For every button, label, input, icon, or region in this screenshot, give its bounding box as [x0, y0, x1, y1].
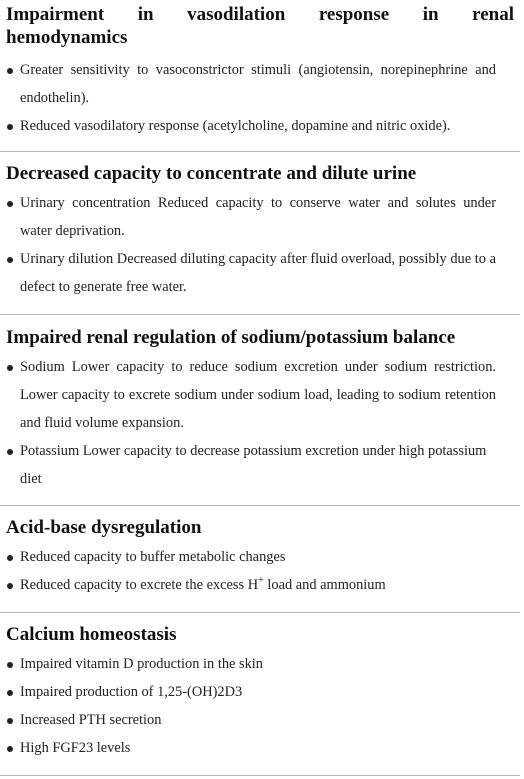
bullet-icon [7, 365, 13, 371]
list-item-text: Impaired vitamin D production in the skin [20, 656, 263, 672]
section-divider [0, 505, 520, 506]
list-item-text: Impaired production of 1,25-(OH)2D3 [20, 684, 243, 700]
bullet-icon [7, 662, 13, 668]
bullet-icon [7, 257, 13, 263]
list-item-text: Potassium Lower capacity to decrease potassium excretion under high potassium diet [20, 443, 487, 487]
bullet-icon [7, 690, 13, 696]
list-item-text: Urinary concentration Reduced capacity to conserve water and solutes under water deprivation. [20, 195, 496, 239]
superscript-plus: + [258, 575, 264, 587]
bullet-icon [7, 449, 13, 455]
section-heading: Acid-base dysregulation [6, 517, 202, 538]
ammonium-text: load and ammonium [263, 577, 386, 593]
list-item-text: High FGF23 levels [20, 740, 131, 756]
section-divider [0, 314, 520, 315]
list-item-text: Sodium Lower capacity to reduce sodium excretion under sodium restriction. Lower capacity to excrete sodium under sodium load, leading to sodium retention and fluid volume expansion. [20, 359, 496, 431]
list-item-text: Greater sensitivity to vasoconstrictor stimuli (angiotensin, norepinephrine and endothelin). [20, 62, 496, 106]
section-heading-line: hemodynamics [6, 27, 128, 48]
bullet-icon [7, 718, 13, 724]
bullet-icon [7, 746, 13, 752]
bullet-icon [7, 124, 13, 130]
section-divider [0, 612, 520, 613]
section-heading-line: Impairment in vasodilation response in renal [6, 4, 514, 25]
bullet-icon [7, 583, 13, 589]
section-heading: Impaired renal regulation of sodium/potassium balance [6, 327, 456, 348]
list-item-text: Increased PTH secretion [20, 712, 162, 728]
list-item-text [20, 571, 496, 599]
section-heading: Decreased capacity to concentrate and dilute urine [6, 163, 417, 184]
bullet-icon [7, 68, 13, 74]
bullet-icon [7, 555, 13, 561]
list-item-text: Reduced vasodilatory response (acetylcholine, dopamine and nitric oxide). [20, 118, 451, 134]
bullet-icon [7, 201, 13, 207]
section-divider [0, 151, 520, 152]
h-plus-text: Reduced capacity to excrete the excess H [20, 577, 259, 593]
list-item-text: Urinary dilution Decreased diluting capacity after fluid overload, possibly due to a defect to generate free water. [20, 251, 496, 295]
section-heading [6, 3, 516, 49]
section-divider [0, 775, 520, 776]
list-item-text: Reduced capacity to buffer metabolic changes [20, 549, 286, 565]
section-heading: Calcium homeostasis [6, 624, 177, 645]
